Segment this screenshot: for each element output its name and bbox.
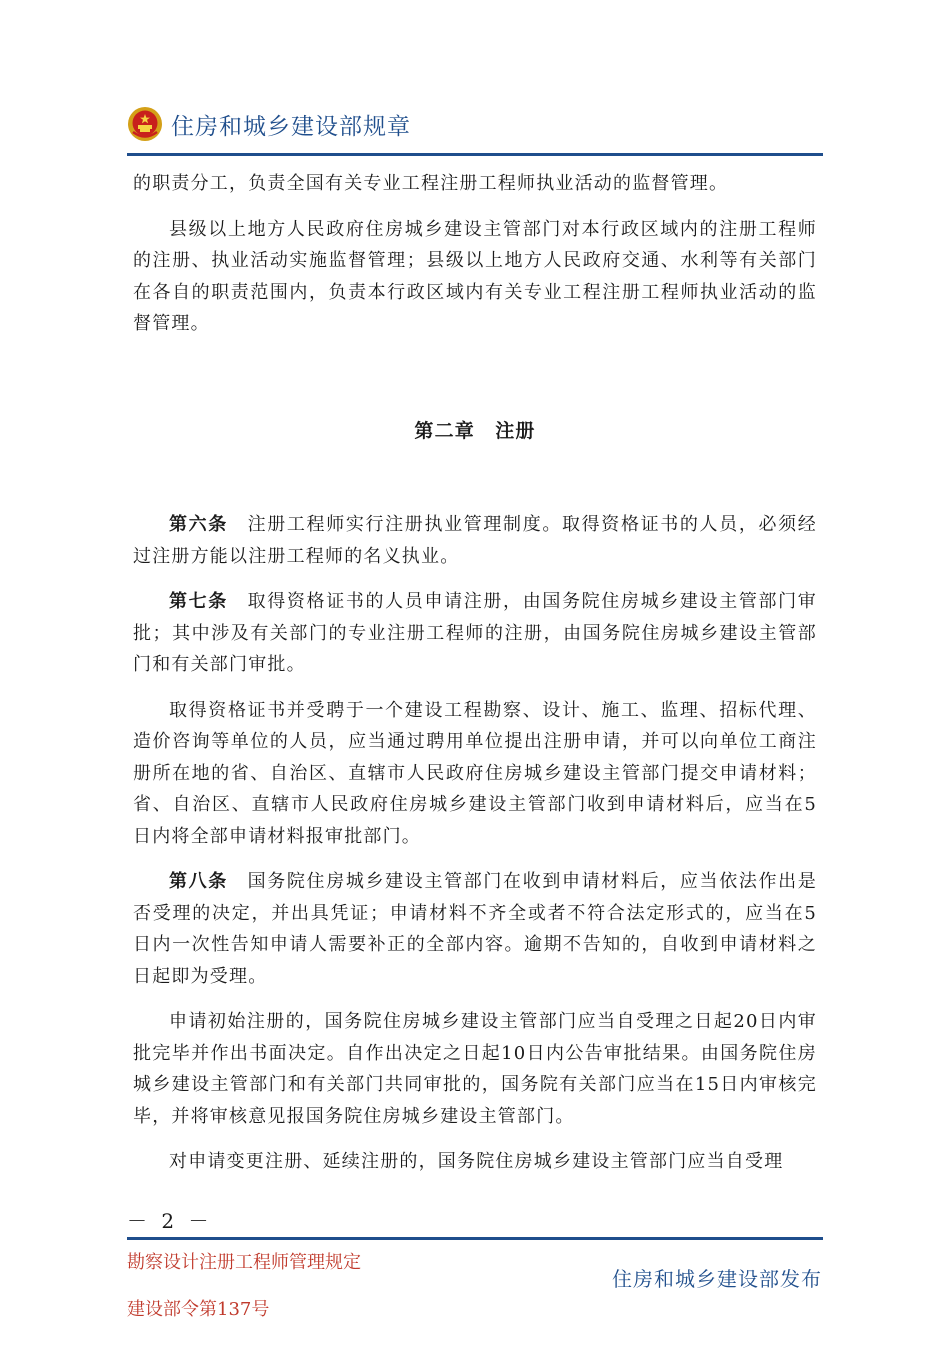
document-body (133, 168, 817, 1192)
footer-rule (127, 1237, 823, 1240)
article-8-text: 国务院住房城乡建设主管部门在收到申请材料后，应当依法作出是否受理的决定，并出具凭证；申请材料不齐全或者不符合法定形式的，应当在5日内一次性告知申请人需要补正的全部内容。逾期不告知的，自收到申请材料之日起即为受理。 (133, 871, 817, 987)
national-emblem-icon (127, 106, 163, 142)
article-8-label: 第八条 (169, 871, 228, 892)
document-number: 建设部令第137号 (127, 1299, 270, 1320)
article-7 (133, 586, 817, 681)
article-6 (133, 509, 817, 572)
page-header (127, 104, 823, 144)
chapter-title: 第二章 注册 (414, 419, 536, 442)
article-7-text: 取得资格证书的人员申请注册，由国务院住房城乡建设主管部门审批；其中涉及有关部门的专业注册工程师的注册，由国务院住房城乡建设主管部门和有关部门审批。 (133, 591, 817, 675)
document-title: 勘察设计注册工程师管理规定 (127, 1252, 361, 1273)
article-6-label: 第六条 (169, 514, 228, 535)
article-7-label: 第七条 (169, 591, 228, 612)
header-title: 住房和城乡建设部规章 (171, 113, 411, 140)
paragraph: 取得资格证书并受聘于一个建设工程勘察、设计、施工、监理、招标代理、造价咨询等单位的人员，应当通过聘用单位提出注册申请，并可以向单位工商注册所在地的省、自治区、直辖市人民政府住房城乡建设主管部门提交申请材料；省、自治区、直辖市人民政府住房城乡建设主管部门收到申请材料后，应当在5日内将全部申请材料报审批部门。 (133, 699, 817, 847)
header-rule (127, 153, 823, 156)
page-number: － 2 － (127, 1209, 213, 1233)
paragraph: 对申请变更注册、延续注册的，国务院住房城乡建设主管部门应当自受理 (169, 1151, 784, 1172)
article-6-text: 注册工程师实行注册执业管理制度。取得资格证书的人员，必须经过注册方能以注册工程师的名义执业。 (133, 514, 817, 567)
paragraph-continuation: 的职责分工，负责全国有关专业工程注册工程师执业活动的监督管理。 (133, 173, 729, 194)
article-8 (133, 866, 817, 992)
paragraph: 县级以上地方人民政府住房城乡建设主管部门对本行政区域内的注册工程师的注册、执业活动实施监督管理；县级以上地方人民政府交通、水利等有关部门在各自的职责范围内，负责本行政区域内有关专业工程注册工程师执业活动的监督管理。 (133, 218, 817, 334)
publisher: 住房和城乡建设部发布 (612, 1267, 822, 1291)
paragraph: 申请初始注册的，国务院住房城乡建设主管部门应当自受理之日起20日内审批完毕并作出书面决定。自作出决定之日起10日内公告审批结果。由国务院住房城乡建设主管部门和有关部门共同审批的，国务院有关部门应当在15日内审核完毕，并将审核意见报国务院住房城乡建设主管部门。 (133, 1011, 817, 1127)
